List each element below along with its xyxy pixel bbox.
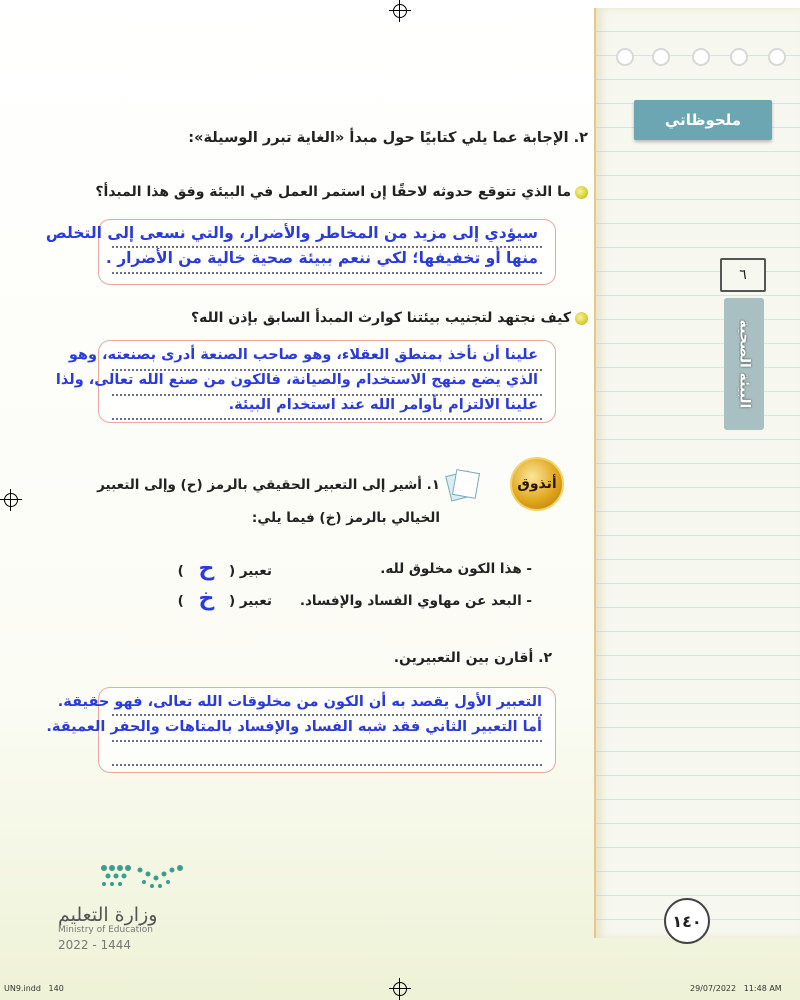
bullet-icon (575, 312, 588, 325)
question-1 (95, 184, 588, 200)
notes-column (594, 8, 800, 938)
answer-line (112, 764, 542, 766)
answer-line (112, 369, 542, 371)
cards-icon (444, 471, 480, 501)
ministry-name-ar: وزارة التعليم (58, 904, 158, 926)
section-title: ٢. الإجابة عما يلي كتابيًا حول مبدأ «الغاية تبرر الوسيلة»: (188, 130, 588, 146)
item-2-close: ) (177, 593, 184, 609)
item-2-label: تعبير ( (229, 593, 272, 609)
question-2 (191, 310, 588, 326)
ministry-logo-icon (98, 860, 190, 896)
ministry-name-en: Ministry of Education (58, 925, 153, 935)
answer-line (112, 740, 542, 742)
answer-line (112, 272, 542, 274)
item-1-text: - هذا الكون مخلوق لله. (380, 561, 532, 577)
item-2-answer[interactable] (178, 586, 272, 611)
answer-1-line-1: سيؤدي إلى مزيد من المخاطر والأضرار، والتي نسعى إلى التخلص (45, 224, 538, 242)
ring-hole (692, 48, 710, 66)
item-1-answer[interactable] (178, 556, 272, 581)
unit-title-tab (724, 298, 764, 430)
taste-badge-label: أتذوق (517, 476, 557, 492)
unit-number-box (720, 258, 766, 292)
item-2-text: - البعد عن مهاوي الفساد والإفساد. (299, 593, 532, 609)
registration-mark-bottom (389, 978, 411, 1000)
answer-2-line-2: الذي يضع منهج الاستخدام والصيانة، فالكون من صنع الله تعالى، ولذا (55, 372, 538, 388)
item-1-close: ) (177, 563, 184, 579)
unit-number: ٦ (739, 267, 747, 283)
ring-hole (616, 48, 634, 66)
answer-1-line-2: منها أو تخفيفها؛ لكي ننعم ببيئة صحية خالية من الأضرار . (105, 249, 538, 267)
answer-3-line-2: أما التعبير الثاني فقد شبه الفساد والإفساد بالمتاهات والحفر العميقة. (46, 719, 542, 735)
answer-2-line-3: علينا الالتزام بأوامر الله عند استخدام البيئة. (228, 397, 538, 413)
ring-hole (652, 48, 670, 66)
taste-question-2: ٢. أقارن بين التعبيرين. (393, 650, 552, 666)
ring-hole (768, 48, 786, 66)
answer-line (112, 714, 542, 716)
question-1-text: ما الذي تتوقع حدوثه لاحقًا إن استمر العمل في البيئة وفق هذا المبدأ؟ (95, 184, 571, 200)
registration-mark-left (0, 489, 22, 511)
taste-question-1-line-2: الخيالي بالرمز (خ) فيما يلي: (251, 510, 440, 526)
page-number (664, 898, 710, 944)
ring-hole (730, 48, 748, 66)
taste-question-1-line-1: ١. أشير إلى التعبير الحقيقي بالرمز (ح) وإلى التعبير (97, 477, 440, 493)
answer-line (112, 418, 542, 420)
notes-tab (634, 100, 772, 140)
taste-badge (510, 457, 564, 511)
ministry-year: 2022 - 1444 (58, 938, 132, 952)
file-name: UN9.indd 140 (4, 984, 64, 993)
answer-line (112, 246, 542, 248)
notes-tab-label: ملحوظاتي (664, 111, 742, 129)
answer-3-line-1: التعبير الأول يقصد به أن الكون من مخلوقات الله تعالى، فهو حقيقة. (57, 694, 542, 710)
print-timestamp: 29/07/2022 11:48 AM (690, 984, 782, 993)
item-2-mark: خ (198, 586, 215, 611)
bullet-icon (575, 186, 588, 199)
unit-title: البيئة الصحية (736, 319, 752, 409)
item-1-mark: ح (198, 556, 215, 581)
item-1-label: تعبير ( (229, 563, 272, 579)
page-number-text: ١٤٠ (672, 911, 702, 931)
answer-2-line-1: علينا أن نأخذ بمنطق العقلاء، وهو صاحب الصنعة أدرى بصنعته، وهو (68, 347, 538, 363)
answer-line (112, 394, 542, 396)
question-2-text: كيف نجتهد لتجنيب بيئتنا كوارث المبدأ السابق بإذن الله؟ (191, 310, 571, 326)
registration-mark-top (389, 0, 411, 22)
